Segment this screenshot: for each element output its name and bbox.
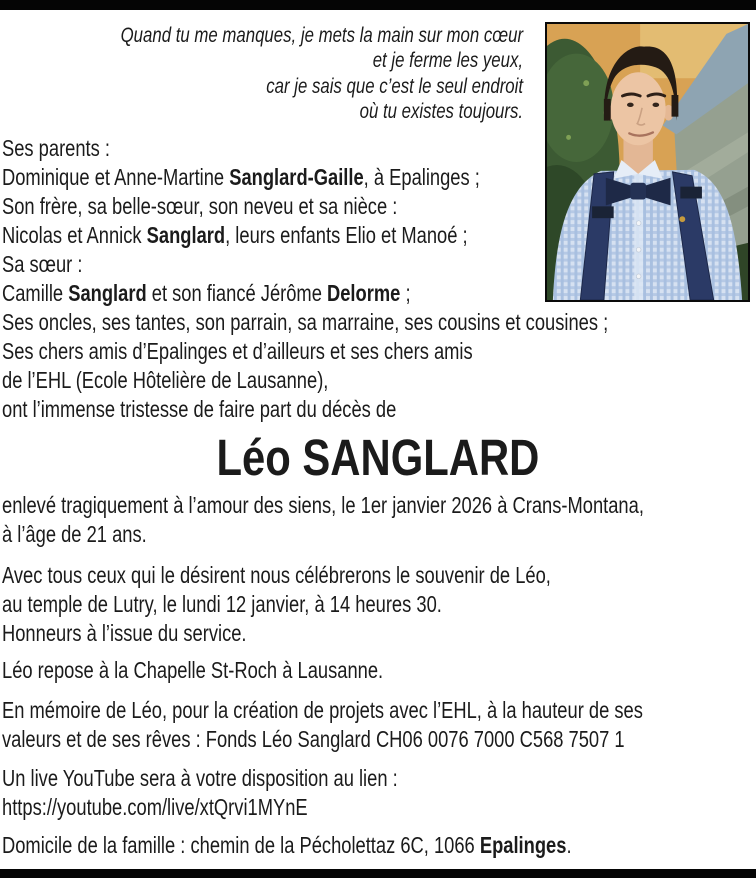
text-segment: car je sais que c’est le seul endroit bbox=[266, 74, 523, 98]
text-segment: Sanglard-Gaille bbox=[229, 164, 364, 190]
text-segment: ; bbox=[400, 280, 411, 306]
text-segment: Sanglard bbox=[68, 280, 147, 306]
text-segment: Nicolas et Annick bbox=[2, 222, 147, 248]
text-line bbox=[2, 696, 643, 725]
text-segment: , leurs enfants Elio et Manoé ; bbox=[225, 222, 468, 248]
text-segment: , à Epalinges ; bbox=[363, 164, 480, 190]
text-segment: Ses chers amis d’Epalinges et d’ailleurs et ses chers amis bbox=[2, 338, 473, 364]
text-segment: et je ferme les yeux, bbox=[372, 49, 523, 73]
text-segment: valeurs et de ses rêves : Fonds Léo Sanglard CH06 0076 7000 C568 7507 1 bbox=[2, 726, 625, 752]
text-line bbox=[2, 561, 551, 590]
text-line bbox=[121, 74, 523, 99]
family-address bbox=[2, 831, 572, 860]
text-line bbox=[2, 725, 643, 754]
text-segment: Dominique et Anne-Martine bbox=[2, 164, 230, 190]
text-segment: En mémoire de Léo, pour la création de projets avec l’EHL, à la hauteur de ses bbox=[2, 697, 643, 723]
text-line bbox=[121, 48, 523, 73]
text-segment: Son frère, sa belle-sœur, son neveu et sa nièce : bbox=[2, 193, 398, 219]
deceased-name-text: Léo SANGLARD bbox=[216, 429, 540, 486]
text-line bbox=[2, 221, 608, 250]
text-line bbox=[2, 491, 644, 520]
text-segment: Sa sœur : bbox=[2, 251, 83, 277]
death-circumstances bbox=[2, 491, 644, 549]
text-line bbox=[2, 520, 644, 549]
text-line bbox=[2, 366, 608, 395]
text-segment: . bbox=[566, 832, 572, 858]
text-line bbox=[2, 793, 398, 822]
family-announcement bbox=[2, 134, 608, 424]
youtube-live-info bbox=[2, 764, 398, 822]
text-line bbox=[2, 192, 608, 221]
repose-location bbox=[2, 656, 383, 685]
text-segment: Quand tu me manques, je mets la main sur mon cœur bbox=[120, 24, 523, 47]
text-line bbox=[2, 619, 551, 648]
text-line bbox=[2, 764, 398, 793]
text-line bbox=[2, 134, 608, 163]
text-line bbox=[121, 23, 523, 48]
text-segment: Ses oncles, ses tantes, son parrain, sa marraine, ses cousins et cousines ; bbox=[2, 309, 609, 335]
top-rule bbox=[0, 0, 756, 10]
text-segment: Ses parents : bbox=[2, 135, 111, 161]
bottom-rule bbox=[0, 869, 756, 878]
text-line bbox=[121, 99, 523, 124]
memorial-quote bbox=[121, 23, 523, 125]
text-segment: Sanglard bbox=[146, 222, 226, 248]
ceremony-details bbox=[2, 561, 551, 648]
text-segment: Delorme bbox=[326, 280, 401, 306]
text-segment: Camille bbox=[2, 280, 69, 306]
text-segment: au temple de Lutry, le lundi 12 janvier, à 14 heures 30. bbox=[2, 591, 442, 617]
text-line bbox=[2, 163, 608, 192]
text-segment: et son fiancé Jérôme bbox=[146, 280, 327, 306]
text-segment: https://youtube.com/live/xtQrvi1MYnE bbox=[2, 794, 308, 820]
text-line bbox=[2, 308, 608, 337]
text-segment: Léo repose à la Chapelle St-Roch à Lausanne. bbox=[2, 657, 384, 683]
text-line bbox=[2, 831, 572, 860]
text-line bbox=[2, 395, 608, 424]
text-segment: Epalinges bbox=[479, 832, 567, 858]
text-segment: Un live YouTube sera à votre disposition au lien : bbox=[2, 765, 398, 791]
text-segment: où tu existes toujours. bbox=[359, 100, 523, 124]
text-line bbox=[2, 279, 608, 308]
text-line bbox=[2, 337, 608, 366]
text-segment: Avec tous ceux qui le désirent nous célébrerons le souvenir de Léo, bbox=[2, 562, 551, 588]
text-line bbox=[2, 590, 551, 619]
text-line bbox=[2, 250, 608, 279]
text-segment: enlevé tragiquement à l’amour des siens, le 1er janvier 2026 à Crans-Montana, bbox=[2, 492, 644, 518]
text-segment: à l’âge de 21 ans. bbox=[2, 521, 147, 547]
text-segment: Domicile de la famille : chemin de la Pécholettaz 6C, 1066 bbox=[2, 832, 480, 858]
text-segment: Honneurs à l’issue du service. bbox=[2, 620, 247, 646]
memorial-fund bbox=[2, 696, 643, 754]
text-segment: de l’EHL (Ecole Hôtelière de Lausanne), bbox=[2, 367, 329, 393]
text-segment: ont l’immense tristesse de faire part du décès de bbox=[2, 396, 397, 422]
text-line bbox=[2, 656, 383, 685]
